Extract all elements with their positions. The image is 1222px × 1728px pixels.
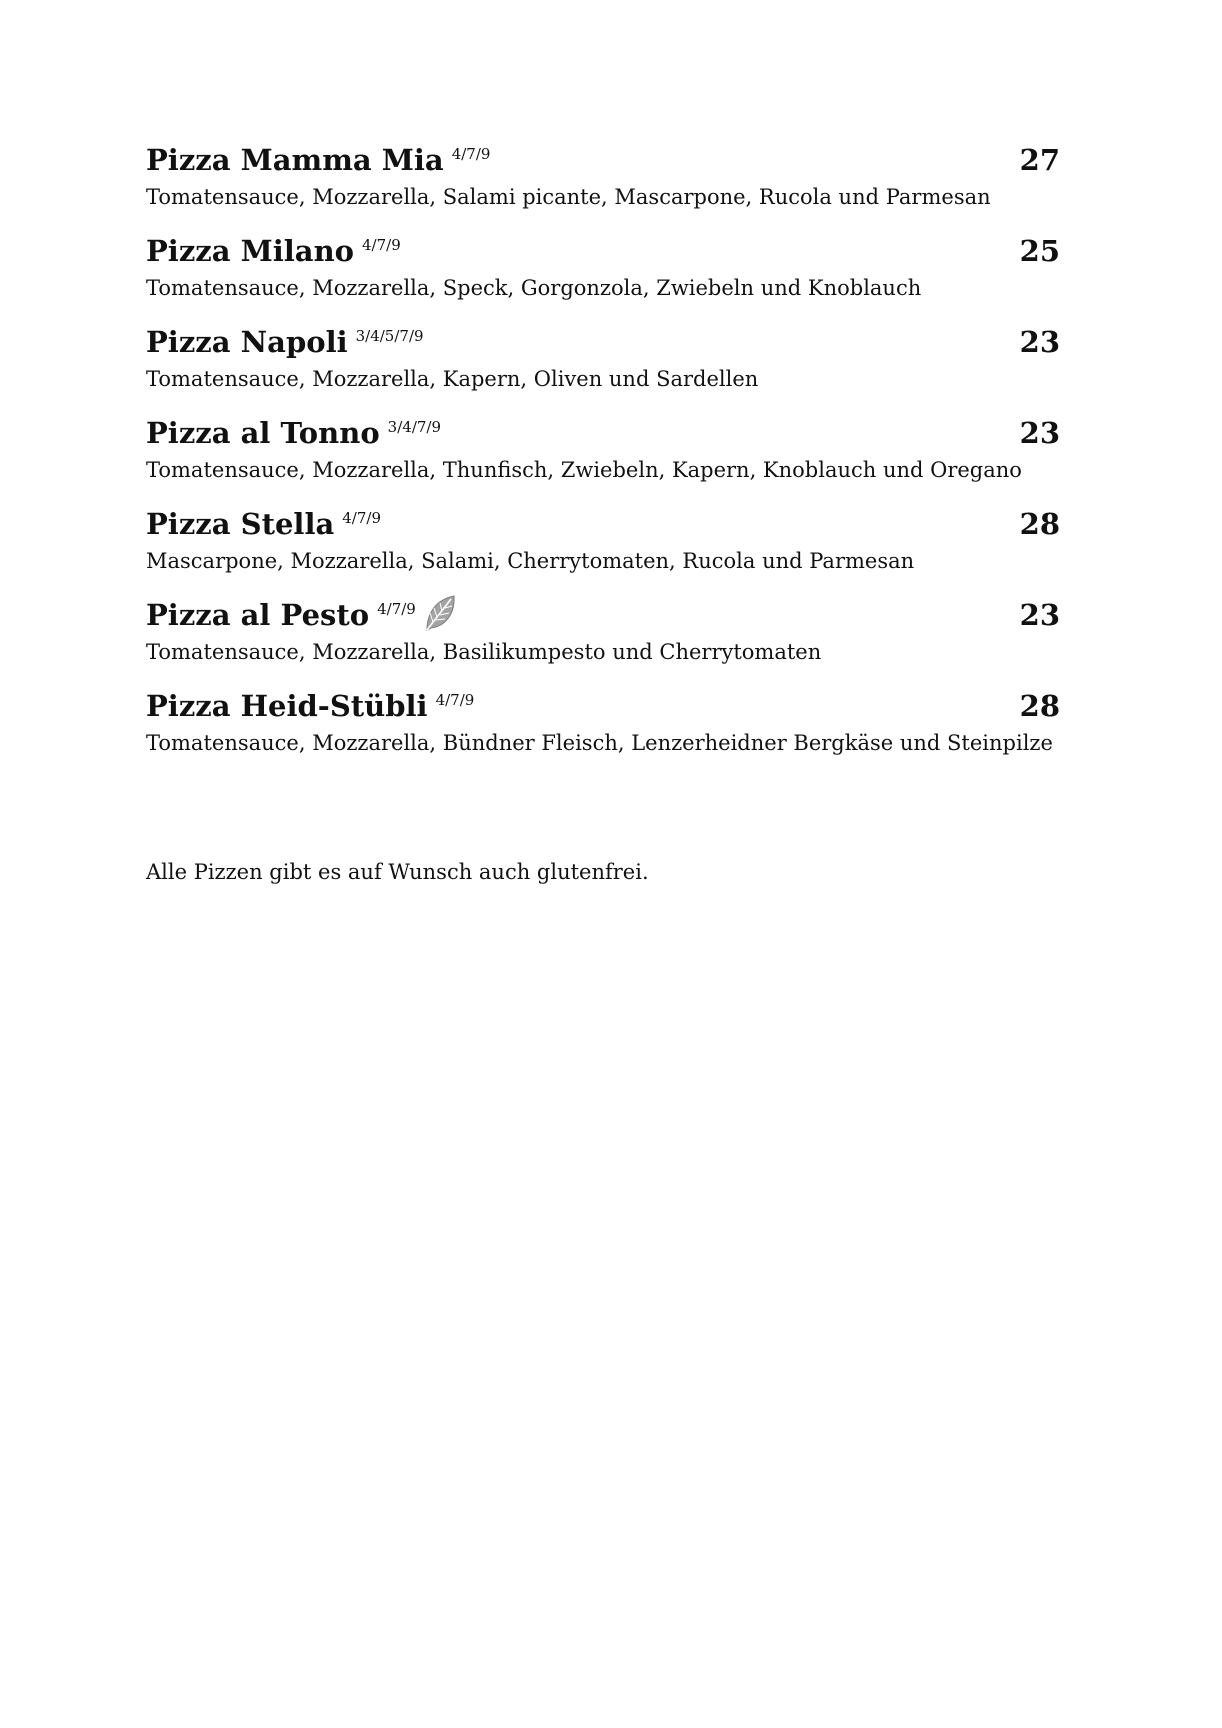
item-allergens: 4/7/9	[451, 145, 491, 163]
menu-item-napoli	[146, 325, 1060, 416]
item-name: Pizza al Pesto	[146, 598, 370, 632]
item-description: Tomatensauce, Mozzarella, Thunfisch, Zwiebeln, Kapern, Knoblauch und Oregano	[146, 458, 1022, 482]
item-allergens: 4/7/9	[342, 509, 382, 527]
item-price: 23	[1019, 325, 1060, 359]
item-allergens: 4/7/9	[377, 600, 416, 618]
leaf-icon	[423, 594, 457, 632]
item-allergens: 4/7/9	[362, 236, 401, 254]
item-price: 25	[1019, 234, 1060, 268]
item-description: Tomatensauce, Mozzarella, Basilikumpesto und Cherrytomaten	[146, 640, 822, 664]
pizza-menu	[146, 143, 1060, 780]
item-name: Pizza Napoli	[146, 325, 348, 359]
item-description: Tomatensauce, Mozzarella, Kapern, Oliven und Sardellen	[146, 367, 759, 391]
menu-item-heid-stuebli	[146, 689, 1060, 780]
item-price: 28	[1019, 689, 1060, 723]
menu-item-al-pesto	[146, 598, 1060, 689]
item-name: Pizza al Tonno	[146, 416, 380, 450]
menu-item-al-tonno	[146, 416, 1060, 507]
item-price: 28	[1019, 507, 1060, 541]
item-name: Pizza Heid-Stübli	[146, 689, 428, 723]
item-price: 27	[1019, 143, 1060, 177]
item-name: Pizza Milano	[146, 234, 354, 268]
item-price: 23	[1019, 598, 1060, 632]
item-name: Pizza Stella	[146, 507, 335, 541]
item-allergens: 4/7/9	[435, 691, 475, 709]
menu-item-milano	[146, 234, 1060, 325]
item-price: 23	[1019, 416, 1060, 450]
menu-item-stella	[146, 507, 1060, 598]
item-description: Mascarpone, Mozzarella, Salami, Cherrytomaten, Rucola und Parmesan	[146, 549, 915, 573]
gluten-free-note: Alle Pizzen gibt es auf Wunsch auch glutenfrei.	[146, 860, 649, 884]
item-description: Tomatensauce, Mozzarella, Bündner Fleisch, Lenzerheidner Bergkäse und Steinpilze	[146, 731, 1053, 755]
item-description: Tomatensauce, Mozzarella, Salami picante, Mascarpone, Rucola und Parmesan	[146, 185, 991, 209]
item-allergens: 3/4/5/7/9	[355, 327, 424, 345]
menu-item-mamma-mia	[146, 143, 1060, 234]
item-description: Tomatensauce, Mozzarella, Speck, Gorgonzola, Zwiebeln und Knoblauch	[146, 276, 922, 300]
item-name: Pizza Mamma Mia	[146, 143, 444, 177]
item-allergens: 3/4/7/9	[387, 418, 442, 436]
